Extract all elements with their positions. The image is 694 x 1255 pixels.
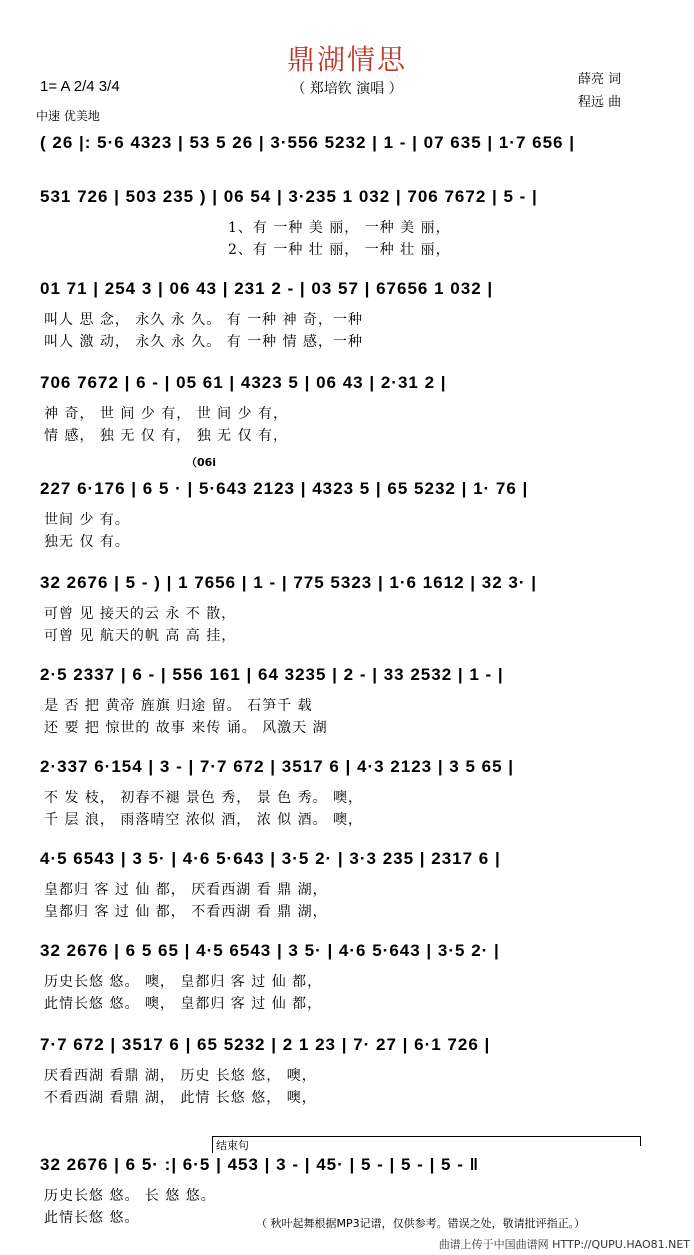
lyric-line: 世间 少 有。 [44,512,130,528]
lyric-line: 皇都归 客 过 仙 都， 不看西湖 看 鼎 湖， [44,904,328,920]
notation-line: 2·5 2337 | 6 - | 556 161 | 64 3235 | 2 - | 33 2532 | 1 - | [40,665,504,684]
composer-credit: 程远 曲 [578,95,622,110]
notation-line: 227 6·176 | 6 5 · | 5·643 2123 | 4323 5 | 65 5232 | 1· 76 | [40,479,529,498]
ending-label: 结束句 [212,1137,249,1153]
notation-line: 531 726 | 503 235 ) | 06 54 | 3·235 1 032 | 706 7672 | 5 - | [40,187,538,206]
lyric-line: 厌看西湖 看鼎 湖， 历史 长悠 悠， 噢， [44,1068,317,1084]
lyric-line: 2、有 一种 壮 丽， 一种 壮 丽， [228,242,451,258]
notation-line: 01 71 | 254 3 | 06 43 | 231 2 - | 03 57 | 67656 1 032 | [40,279,494,298]
lyric-line: 历史长悠 悠。 长 悠 悠。 [44,1188,216,1204]
lyric-line: 不 发 枝， 初春不褪 景色 秀， 景 色 秀。 噢， [44,790,364,806]
ending-bracket [212,1136,641,1146]
watermark: 曲谱上传于中国曲谱网 HTTP://QUPU.HAO81.NET [438,1238,690,1251]
key-signature: 1= A 2/4 3/4 [40,78,120,95]
lyric-line: 独无 仅 有。 [44,534,130,550]
lyric-line: 千 层 浪， 雨落晴空 浓似 酒， 浓 似 酒。 噢， [44,812,364,828]
lyric-line: 情 感， 独 无 仅 有， 独 无 仅 有， [44,428,289,444]
tempo-marking: 中速 优美地 [36,109,100,123]
lyric-line: 还 要 把 惊世的 故事 来传 诵。 风激天 湖 [44,720,328,736]
notation-line: 2·337 6·154 | 3 - | 7·7 672 | 3517 6 | 4·3 2123 | 3 5 65 | [40,757,515,776]
lyric-line: 皇都归 客 过 仙 都， 厌看西湖 看 鼎 湖， [44,882,328,898]
lyric-line: 此情长悠 悠。 噢， 皇都归 客 过 仙 都， [44,996,323,1012]
lyric-line: 此情长悠 悠。 [44,1210,140,1226]
notation-line: 706 7672 | 6 - | 05 61 | 4323 5 | 06 43 | 2·31 2 | [40,373,447,392]
lyric-line: 叫人 思 念， 永久 永 久。 有 一种 神 奇，一种 [44,312,364,328]
notation-line: 32 2676 | 6 5 65 | 4·5 6543 | 3 5· | 4·6 5·643 | 3·5 2· | [40,941,500,960]
lyric-line: 不看西湖 看鼎 湖， 此情 长悠 悠， 噢， [44,1090,317,1106]
lyric-line: 1、有 一种 美 丽， 一种 美 丽， [228,220,451,236]
lyric-line: 可曾 见 接天的云 永 不 散， [44,606,237,622]
lyricist-credit: 薛亮 词 [578,72,622,87]
lyric-line: 可曾 见 航天的帆 高 高 挂， [44,628,237,644]
lyric-line: 历史长悠 悠。 噢， 皇都归 客 过 仙 都， [44,974,323,990]
repeat-note: （06i [186,456,217,469]
notation-line: ( 26 |: 5·6 4323 | 53 5 26 | 3·556 5232 | 1 - | 07 635 | 1·7 656 | [40,133,575,152]
lyric-line: 叫人 激 动， 永久 永 久。 有 一种 情 感，一种 [44,334,364,350]
lyric-line: 是 否 把 黄帝 旌旗 归途 留。 石笋千 载 [44,698,313,714]
notation-line: 7·7 672 | 3517 6 | 65 5232 | 2 1 23 | 7· 27 | 6·1 726 | [40,1035,491,1054]
lyric-line: 神 奇， 世 间 少 有， 世 间 少 有， [44,406,289,422]
footnote: （ 秋叶起舞根据MP3记谱，仅供参考。错误之处，敬请批评指正。） [256,1217,586,1230]
song-title: 鼎湖情思 [286,43,407,76]
singer-credit: （ 郑培钦 演唱 ） [291,81,403,97]
notation-line: 4·5 6543 | 3 5· | 4·6 5·643 | 3·5 2· | 3·3 235 | 2317 6 | [40,849,501,868]
notation-line: 32 2676 | 5 - ) | 1 7656 | 1 - | 775 5323 | 1·6 1612 | 32 3· | [40,573,537,592]
notation-line: 32 2676 | 6 5· :| 6·5 | 453 | 3 - | 45· | 5 - | 5 - | 5 - ‖ [40,1155,480,1174]
